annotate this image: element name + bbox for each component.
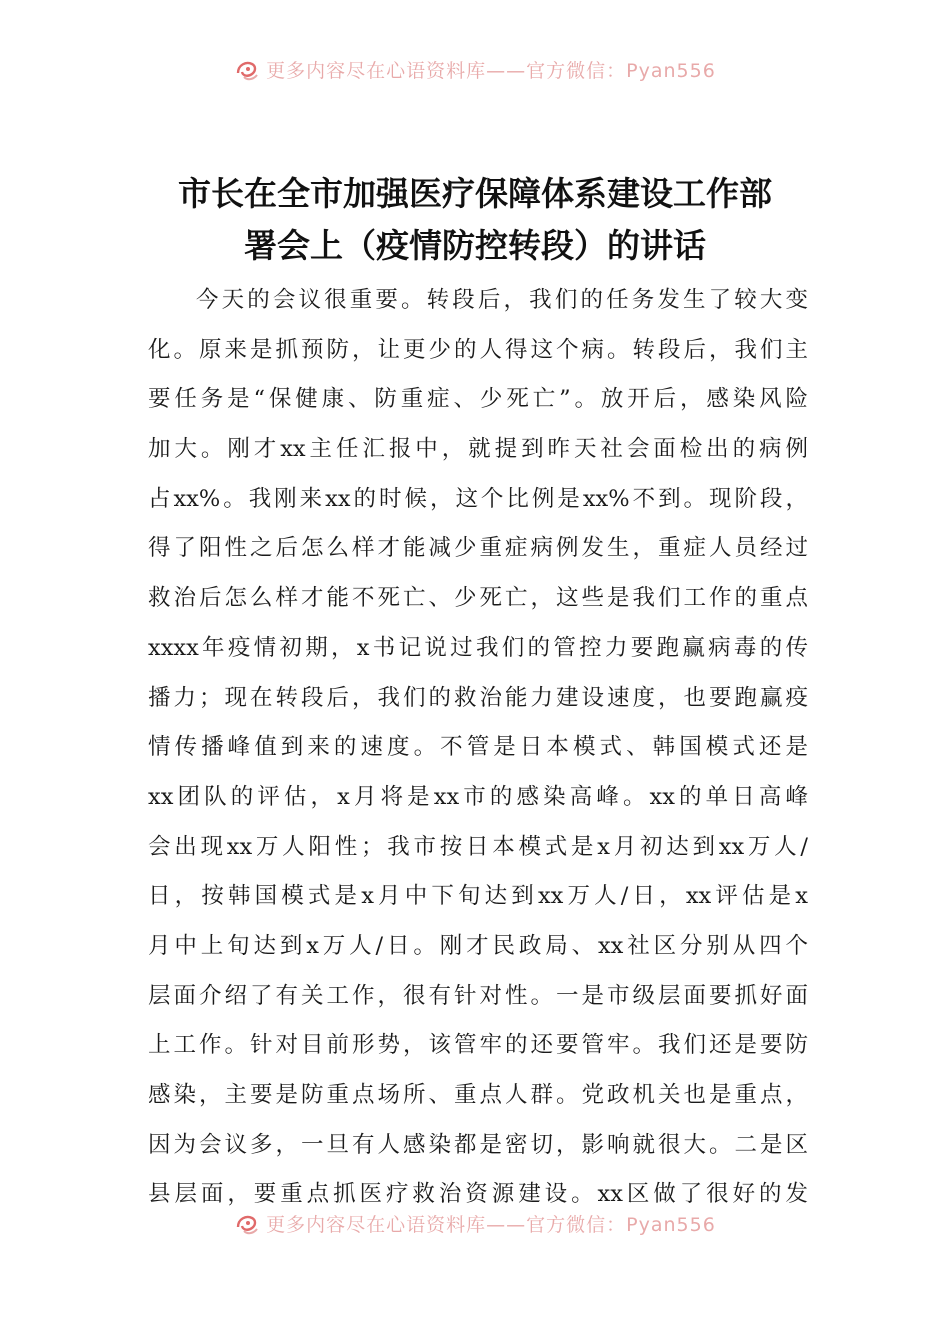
body-line: xx团队的评估，x月将是xx市的感染高峰。xx的单日高峰 bbox=[148, 783, 808, 810]
footer-watermark bbox=[0, 1206, 950, 1240]
watermark-logo-icon bbox=[234, 57, 260, 83]
body-line: 加大。刚才xx主任汇报中，就提到昨天社会面检出的病例 bbox=[148, 436, 808, 463]
watermark-logo-icon bbox=[234, 1211, 260, 1237]
body-line: 占xx%。我刚来xx的时候，这个比例是xx%不到。现阶段， bbox=[148, 485, 808, 512]
body-line: 日，按韩国模式是x月中下旬达到xx万人/日，xx评估是x bbox=[148, 883, 808, 910]
body-line: 层面介绍了有关工作，很有针对性。一是市级层面要抓好面 bbox=[148, 982, 808, 1009]
body-line: 上工作。针对目前形势，该管牢的还要管牢。我们还是要防 bbox=[148, 1032, 808, 1059]
body-line: 得了阳性之后怎么样才能减少重症病例发生，重症人员经过 bbox=[148, 535, 808, 562]
watermark-text: 更多内容尽在心语资料库——官方微信：Pyan556 bbox=[266, 60, 716, 82]
body-line: 因为会议多，一旦有人感染都是密切，影响就很大。二是区 bbox=[148, 1131, 808, 1158]
body-line: 感染，主要是防重点场所、重点人群。党政机关也是重点， bbox=[148, 1082, 808, 1108]
body-line: 情传播峰值到来的速度。不管是日本模式、韩国模式还是 bbox=[148, 734, 808, 761]
body-line: 播力；现在转段后，我们的救治能力建设速度，也要跑赢疫 bbox=[148, 684, 808, 711]
body-line: 会出现xx万人阳性；我市按日本模式是x月初达到xx万人/ bbox=[148, 833, 808, 860]
document-body bbox=[148, 276, 808, 1220]
body-line: 月中上旬达到x万人/日。刚才民政局、xx社区分别从四个 bbox=[148, 932, 808, 959]
body-line: xxxx年疫情初期，x书记说过我们的管控力要跑赢病毒的传 bbox=[148, 634, 808, 661]
watermark-text: 更多内容尽在心语资料库——官方微信：Pyan556 bbox=[266, 1214, 716, 1236]
header-watermark bbox=[0, 52, 950, 86]
body-line: 今天的会议很重要。转段后，我们的任务发生了较大变 bbox=[196, 287, 808, 313]
body-line: 救治后怎么样才能不死亡、少死亡，这些是我们工作的重点 bbox=[148, 585, 808, 612]
body-line: 县层面，要重点抓医疗救治资源建设。xx区做了很好的发 bbox=[148, 1181, 808, 1208]
body-line: 化。原来是抓预防，让更少的人得这个病。转段后，我们主 bbox=[148, 336, 808, 363]
body-line: 要任务是“保健康、防重症、少死亡”。放开后，感染风险 bbox=[148, 386, 808, 413]
title-line: 署会上（疫情防控转段）的讲话 bbox=[244, 226, 706, 265]
title-line: 市长在全市加强医疗保障体系建设工作部 bbox=[178, 174, 772, 213]
document-title bbox=[0, 168, 950, 272]
